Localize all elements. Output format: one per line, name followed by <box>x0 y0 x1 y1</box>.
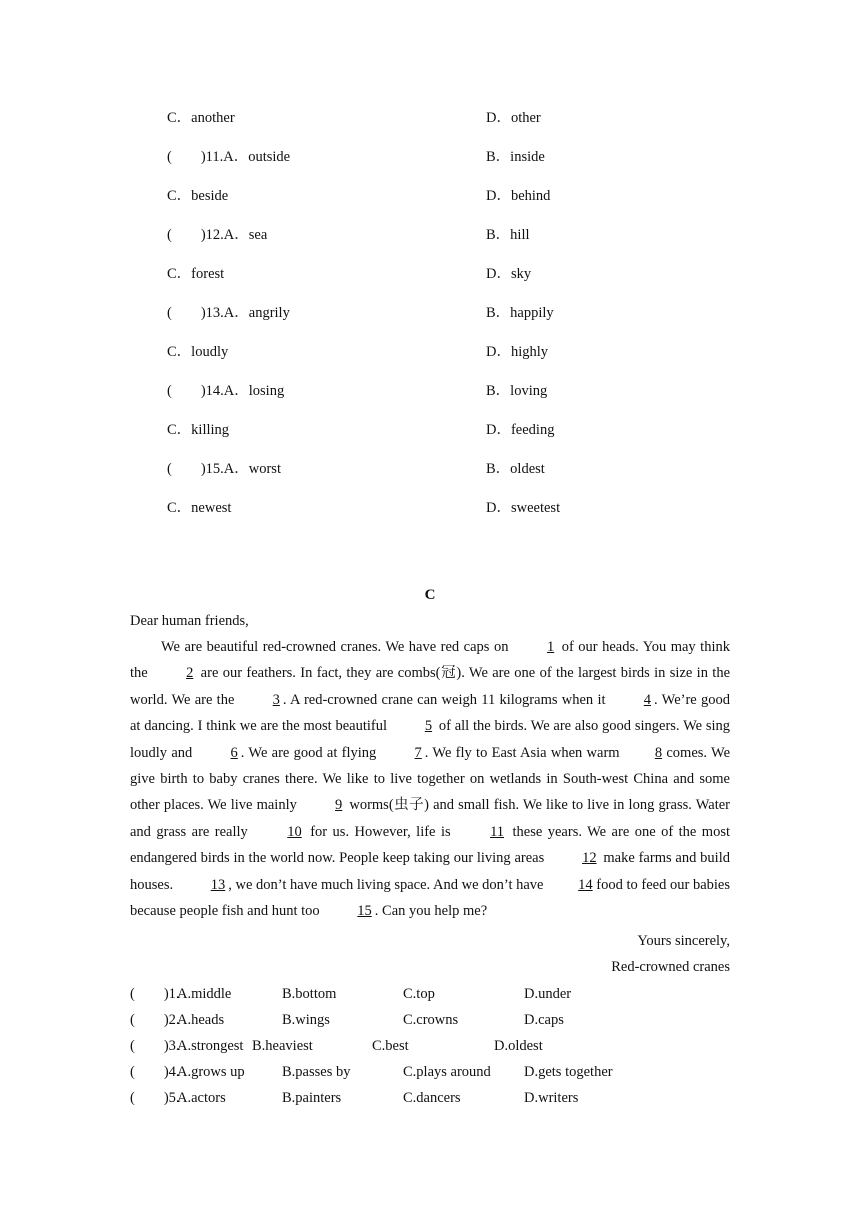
option-c: C.top <box>403 986 435 1002</box>
option-right: B．inside <box>486 149 545 165</box>
option-left: C．loudly <box>167 344 229 360</box>
option-c: C.crowns <box>403 1012 459 1028</box>
option-left: ( )14.A．losing <box>167 383 285 399</box>
option-right: B．happily <box>486 305 554 321</box>
option-b: B.heaviest <box>252 1038 313 1054</box>
option-c: C.best <box>372 1038 409 1054</box>
option-right: B．oldest <box>486 461 545 477</box>
option-a: A.heads <box>177 1012 225 1028</box>
option-right: B．loving <box>486 383 548 399</box>
question-number: ( )5. <box>130 1090 180 1106</box>
option-right: D．sweetest <box>486 500 561 516</box>
option-a: A.actors <box>177 1090 226 1106</box>
blank-14: 14 <box>578 876 593 893</box>
option-left: ( )13.A．angrily <box>167 305 290 321</box>
blank-13: 13 <box>210 876 226 893</box>
option-row <box>0 225 860 245</box>
blank-2: 2 <box>186 665 194 682</box>
section-title: C <box>424 587 436 603</box>
option-b: B.passes by <box>282 1064 351 1080</box>
option-left: C．forest <box>167 266 225 282</box>
blank-3: 3 <box>272 691 280 708</box>
option-row <box>0 498 860 518</box>
blank-5: 5 <box>424 718 433 735</box>
option-left: C．newest <box>167 500 232 516</box>
option-right: D．behind <box>486 188 551 204</box>
option-right: D．feeding <box>486 422 555 438</box>
option-b: B.wings <box>282 1012 330 1028</box>
option-row <box>0 108 860 128</box>
option-left: ( )12.A．sea <box>167 227 268 243</box>
option-b: B.painters <box>282 1090 342 1106</box>
option-d: D.writers <box>524 1090 579 1106</box>
blank-1: 1 <box>546 639 555 655</box>
option-a: A.strongest <box>177 1038 244 1054</box>
blank-9: 9 <box>334 797 343 814</box>
letter-salutation: Dear human friends, <box>130 613 249 629</box>
option-d: D.gets together <box>524 1064 613 1080</box>
blank-8: 8 <box>654 744 663 761</box>
option-d: D.under <box>524 986 572 1002</box>
question-number: ( )1. <box>130 986 180 1002</box>
option-row <box>0 459 860 479</box>
option-left: C．killing <box>167 422 230 438</box>
question-number: ( )3. <box>130 1038 180 1054</box>
option-left: C．beside <box>167 188 229 204</box>
option-row <box>0 342 860 362</box>
option-row <box>0 147 860 167</box>
option-c: C.plays around <box>403 1064 491 1080</box>
option-a: A.middle <box>177 986 232 1002</box>
option-b: B.bottom <box>282 986 337 1002</box>
letter-closing: Yours sincerely, <box>637 933 730 949</box>
option-right: B．hill <box>486 227 530 243</box>
option-row <box>0 264 860 284</box>
option-row <box>0 186 860 206</box>
blank-15: 15 <box>357 903 372 920</box>
option-a: A.grows up <box>177 1064 245 1080</box>
option-left: ( )15.A．worst <box>167 461 281 477</box>
blank-11: 11 <box>490 823 505 840</box>
question-number: ( )2. <box>130 1012 180 1028</box>
option-left: C．another <box>167 110 235 126</box>
blank-7: 7 <box>414 744 422 761</box>
letter-signature: Red-crowned cranes <box>611 959 730 975</box>
option-row <box>0 381 860 401</box>
option-row <box>0 303 860 323</box>
option-d: D.caps <box>524 1012 564 1028</box>
blank-4: 4 <box>643 691 652 708</box>
option-right: D．sky <box>486 266 532 282</box>
blank-10: 10 <box>287 823 302 840</box>
option-right: D．other <box>486 110 541 126</box>
question-number: ( )4. <box>130 1064 180 1080</box>
option-d: D.oldest <box>494 1038 543 1054</box>
blank-12: 12 <box>582 850 597 867</box>
cloze-passage <box>130 634 730 924</box>
passage-paragraph: We are beautiful red-crowned cranes. We have red caps on 1 of our heads. You may think the 2 are our feathers. In fact, they are combs(冠). We are one of the largest birds in size in the world. We are the 3 . A red-crowned crane can weigh 11 kilograms when it 4 . We’re good at dancing. I think we are the most beautiful 5 of all the birds. We are also good singers. We sing loudly and 6 . We are good at flying 7 . We fly to East Asia when warm 8 comes. We give birth to baby cranes there. We like to live together on wetlands in South-west China and some other places. We live mainly 9 worms(虫子) and small fish. We like to live in long grass. Water and grass are really 10 for us. However, life is 11 these years. We are one of the most endangered birds in the world now. People keep taking our living areas 12 make farms and build houses. 13 , we don’t have much living space. And we don’t have 14 food to feed our babies because people fish and hunt too 15 . Can you help me? <box>130 634 730 924</box>
blank-6: 6 <box>230 744 238 761</box>
option-c: C.dancers <box>403 1090 461 1106</box>
option-right: D．highly <box>486 344 549 360</box>
option-row <box>0 420 860 440</box>
option-left: ( )11.A．outside <box>167 149 291 165</box>
